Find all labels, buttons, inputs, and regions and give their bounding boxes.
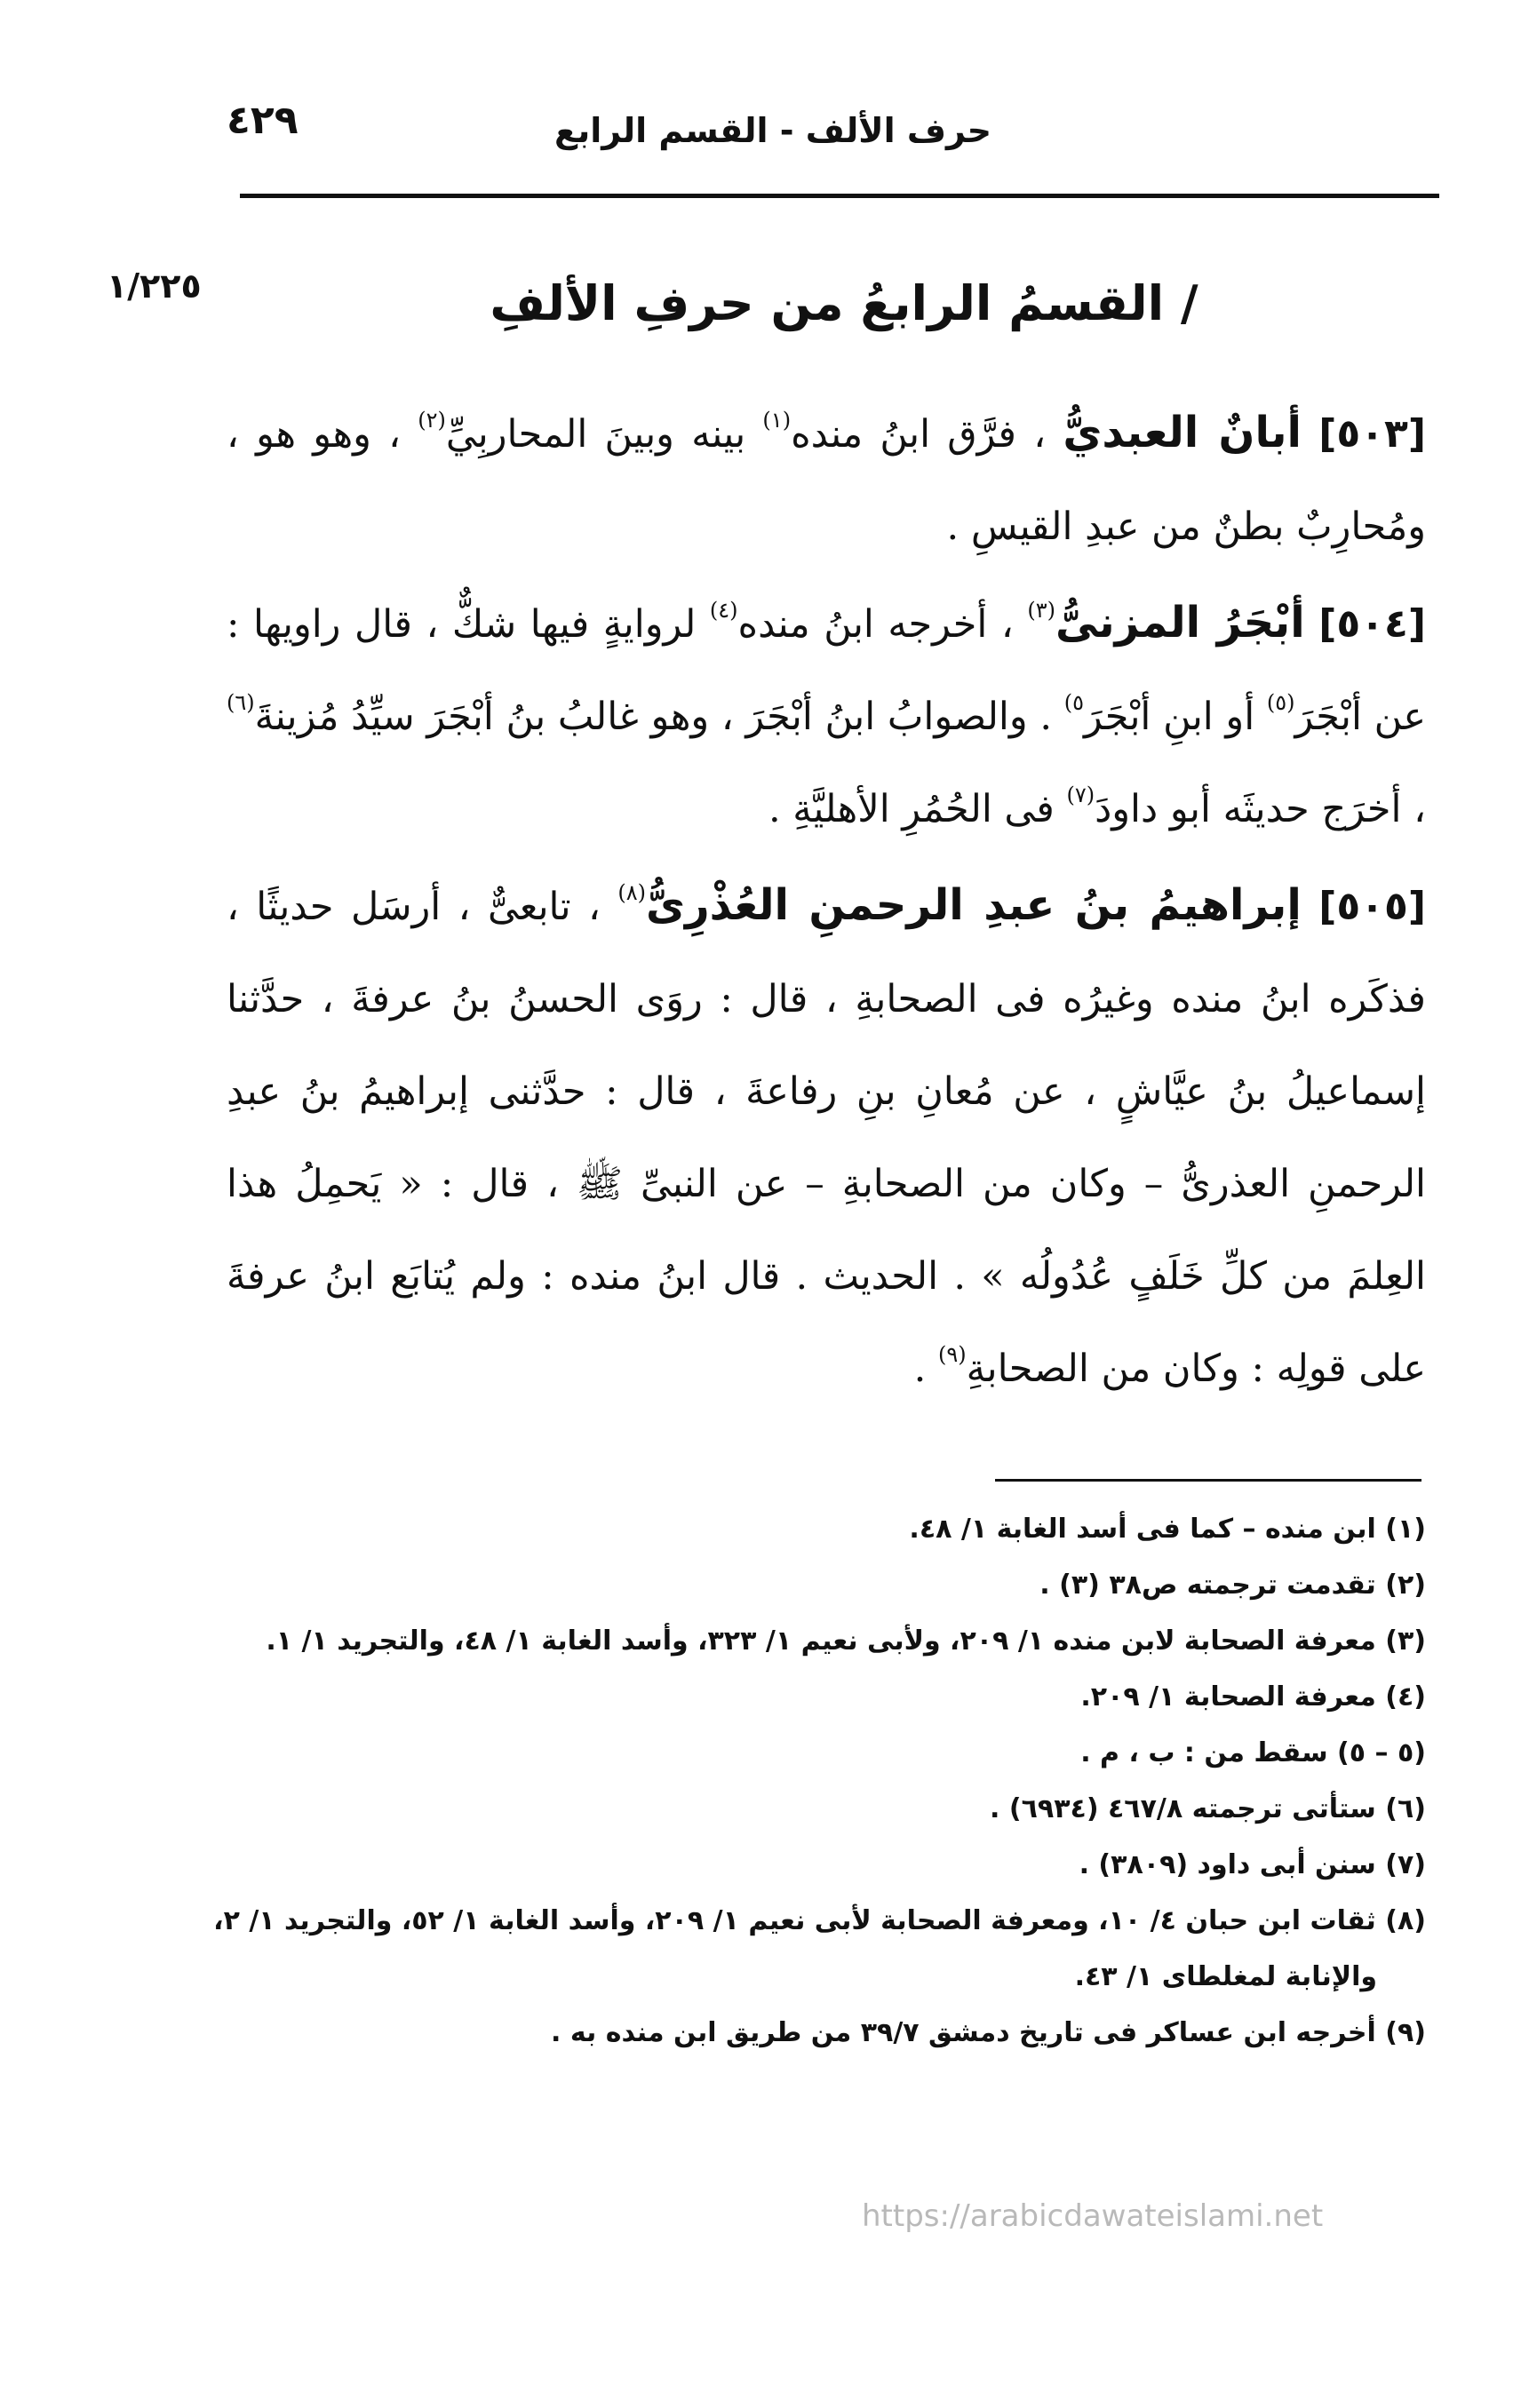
footnote-1: (١) ابن منده – كما فى أسد الغابة ١/ ٤٨.: [909, 1514, 1426, 1545]
footnote-marker: (٩): [937, 1342, 967, 1367]
entry-number: [٥٠٥]: [1318, 884, 1427, 929]
footnote-marker: ٥): [1063, 690, 1084, 715]
footnote-6: (٦) ستأتى ترجمته ٤٦٧/٨ (٦٩٣٤) .: [990, 1793, 1426, 1824]
entry-text: .: [913, 1347, 927, 1391]
footnote-marker: (٢): [418, 408, 446, 433]
footnote-4: (٤) معرفة الصحابة ١/ ٢٠٩.: [1080, 1681, 1426, 1713]
entry-text: . والصوابُ ابنُ أبْجَرَ ، وهو غالبُ بنُ أبْجَرَ سيِّدُ مُزينةَ: [254, 695, 1053, 739]
entry-text: بينه وبينَ المحاربِيِّ: [445, 412, 746, 457]
entry-name: إبراهيمُ بنُ عبدِ الرحمنِ العُذْرِىُّ: [646, 880, 1302, 930]
watermark-url: https://arabicdawateislami.net: [862, 2198, 1324, 2234]
entry-505: [227, 859, 1426, 1415]
entry-name: أبْجَرُ المزنىُّ: [1055, 598, 1305, 648]
footnote-2: (٢) تقدمت ترجمته ص٣٨ (٣) .: [1039, 1570, 1426, 1601]
page-number: ٤٢٩: [227, 98, 299, 143]
entry-text: فى الحُمُرِ الأهليَّةِ .: [768, 787, 1055, 831]
entry-name: أبانٌ العبديُّ: [1063, 408, 1302, 457]
footnotes: [195, 1501, 1426, 2061]
footnote-5: (٥ – ٥) سقط من : ب ، م .: [1080, 1737, 1426, 1768]
main-text: [227, 386, 1426, 1419]
entry-text: أو ابنِ أبْجَرَ: [1083, 695, 1255, 739]
footnote-8-continued: والإنابة لمغلطاى ١/ ٤٣.: [1074, 1961, 1377, 1992]
footnote-marker: (٤): [709, 598, 738, 623]
entry-text: ، تابعىٌّ ، أرسَل حديثًا ، فذكَره ابنُ منده وغيرُه فى الصحابةِ ، قال : روَى الحسنُ بنُ عرفةَ ، حدَّثنا إسماعيلُ بنُ عيَّاشٍ ، عن مُعانِ بنِ رفاعةَ ، قال : حدَّثنى إبراهيمُ بنُ عبدِ الرحمنِ العذرىُّ – وكان من الصحابةِ – عن النبىِّ ﷺ ، قال : « يَحمِلُ هذا العِلمَ من كلِّ خَلَفٍ عُدُولُه » . الحديث . قال ابنُ منده : ولم يُتابَع ابنُ عرفةَ على قولِه : وكان من الصحابةِ: [227, 885, 1427, 1391]
entry-number: [٥٠٤]: [1318, 601, 1427, 647]
footnote-marker: (٣): [1027, 598, 1055, 623]
section-title: / القسمُ الرابعُ من حرفِ الألفِ: [490, 275, 1198, 331]
footnote-marker: (٧): [1066, 783, 1095, 807]
footnote-marker: (٦): [227, 690, 255, 715]
entry-text: لروايةٍ فيها شكٌّ ، قال راويها : عن أبْجَرَ: [227, 602, 1426, 739]
entry-503: [227, 386, 1426, 573]
footnote-8: (٨) ثقات ابن حبان ٤/ ١٠، ومعرفة الصحابة لأبى نعيم ١/ ٢٠٩، وأسد الغابة ١/ ٥٢، والتجريد ١/ ٢،: [213, 1905, 1426, 1936]
entry-number: [٥٠٣]: [1318, 411, 1427, 457]
running-header-title: حرف الألف - القسم الرابع: [554, 111, 991, 150]
footnote-marker: (٥): [1266, 690, 1295, 715]
entry-text: ، أخرجه ابنُ منده: [737, 602, 1014, 647]
footnote-marker: (١): [762, 408, 792, 433]
entry-text: ، وهو هو ، ومُحارِبٌ بطنٌ من عبدِ القيسِ .: [227, 412, 1426, 549]
footnote-separator: [995, 1479, 1421, 1482]
margin-reference: ١/٢٢٥: [107, 266, 202, 306]
footnote-7: (٧) سنن أبى داود (٣٨٠٩) .: [1079, 1849, 1426, 1880]
footnote-marker: (٨): [617, 880, 647, 905]
header-rule: [240, 194, 1439, 198]
entry-text: ، فرَّق ابنُ منده: [791, 412, 1047, 457]
entry-text: ، أخرَج حديثَه أبو داودَ: [1095, 787, 1426, 831]
footnote-9: (٩) أخرجه ابن عساكر فى تاريخ دمشق ٣٩/٧ من طريق ابن منده به .: [550, 2017, 1426, 2048]
entry-504: [227, 576, 1426, 855]
footnote-3: (٣) معرفة الصحابة لابن منده ١/ ٢٠٩، ولأبى نعيم ١/ ٣٢٣، وأسد الغابة ١/ ٤٨، والتجريد ١/ ١.: [266, 1625, 1426, 1657]
